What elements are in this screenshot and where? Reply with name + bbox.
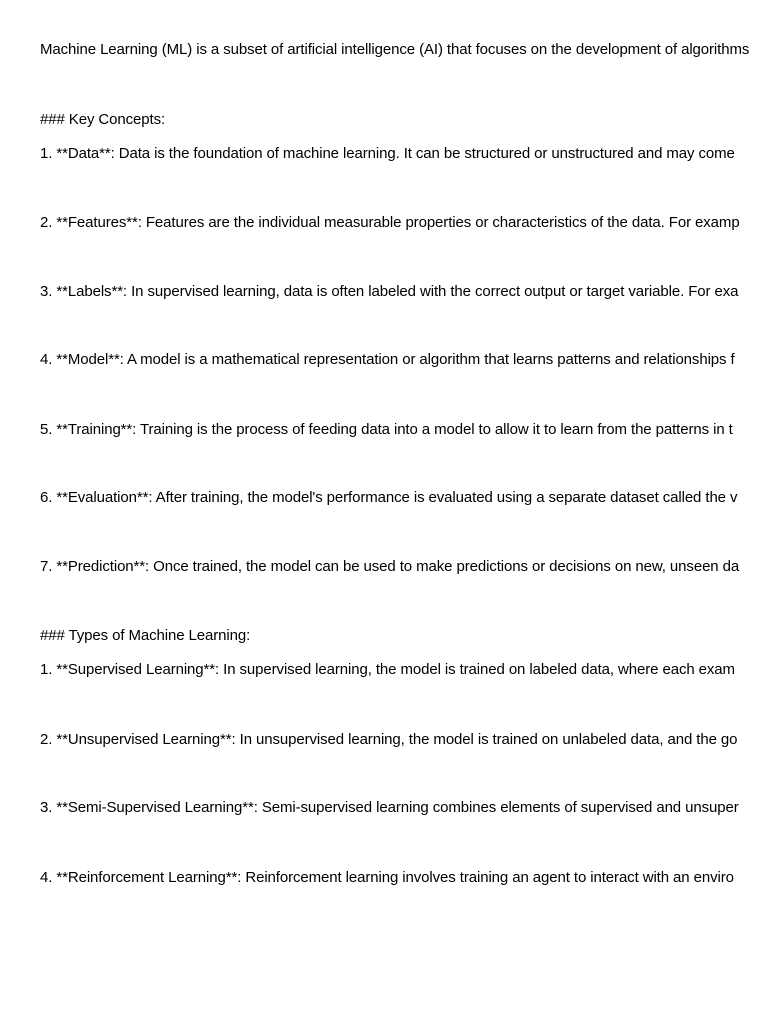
key-concepts-heading: ### Key Concepts: xyxy=(40,111,166,128)
key-concept-item-evaluation: 6. **Evaluation**: After training, the model's performance is evaluated using a separate dataset called the v xyxy=(40,489,738,506)
types-heading: ### Types of Machine Learning: xyxy=(40,627,251,644)
key-concept-item-data: 1. **Data**: Data is the foundation of machine learning. It can be structured or unstructured and may come xyxy=(40,145,735,162)
type-item-reinforcement: 4. **Reinforcement Learning**: Reinforcement learning involves training an agent to interact with an enviro xyxy=(40,869,734,886)
key-concept-item-prediction: 7. **Prediction**: Once trained, the model can be used to make predictions or decisions on new, unseen da xyxy=(40,558,740,575)
type-item-semi-supervised: 3. **Semi-Supervised Learning**: Semi-supervised learning combines elements of supervised and unsuper xyxy=(40,799,739,816)
intro-paragraph: Machine Learning (ML) is a subset of artificial intelligence (AI) that focuses on the development of algorithms xyxy=(40,41,750,58)
key-concept-item-labels: 3. **Labels**: In supervised learning, data is often labeled with the correct output or target variable. For exa xyxy=(40,283,739,300)
key-concept-item-model: 4. **Model**: A model is a mathematical representation or algorithm that learns patterns and relationships f xyxy=(40,351,735,368)
key-concept-item-training: 5. **Training**: Training is the process of feeding data into a model to allow it to learn from the patterns in t xyxy=(40,421,733,438)
type-item-unsupervised: 2. **Unsupervised Learning**: In unsupervised learning, the model is trained on unlabeled data, and the go xyxy=(40,731,738,748)
key-concept-item-features: 2. **Features**: Features are the individual measurable properties or characteristics of the data. For examp xyxy=(40,214,740,231)
type-item-supervised: 1. **Supervised Learning**: In supervised learning, the model is trained on labeled data, where each exam xyxy=(40,661,735,678)
